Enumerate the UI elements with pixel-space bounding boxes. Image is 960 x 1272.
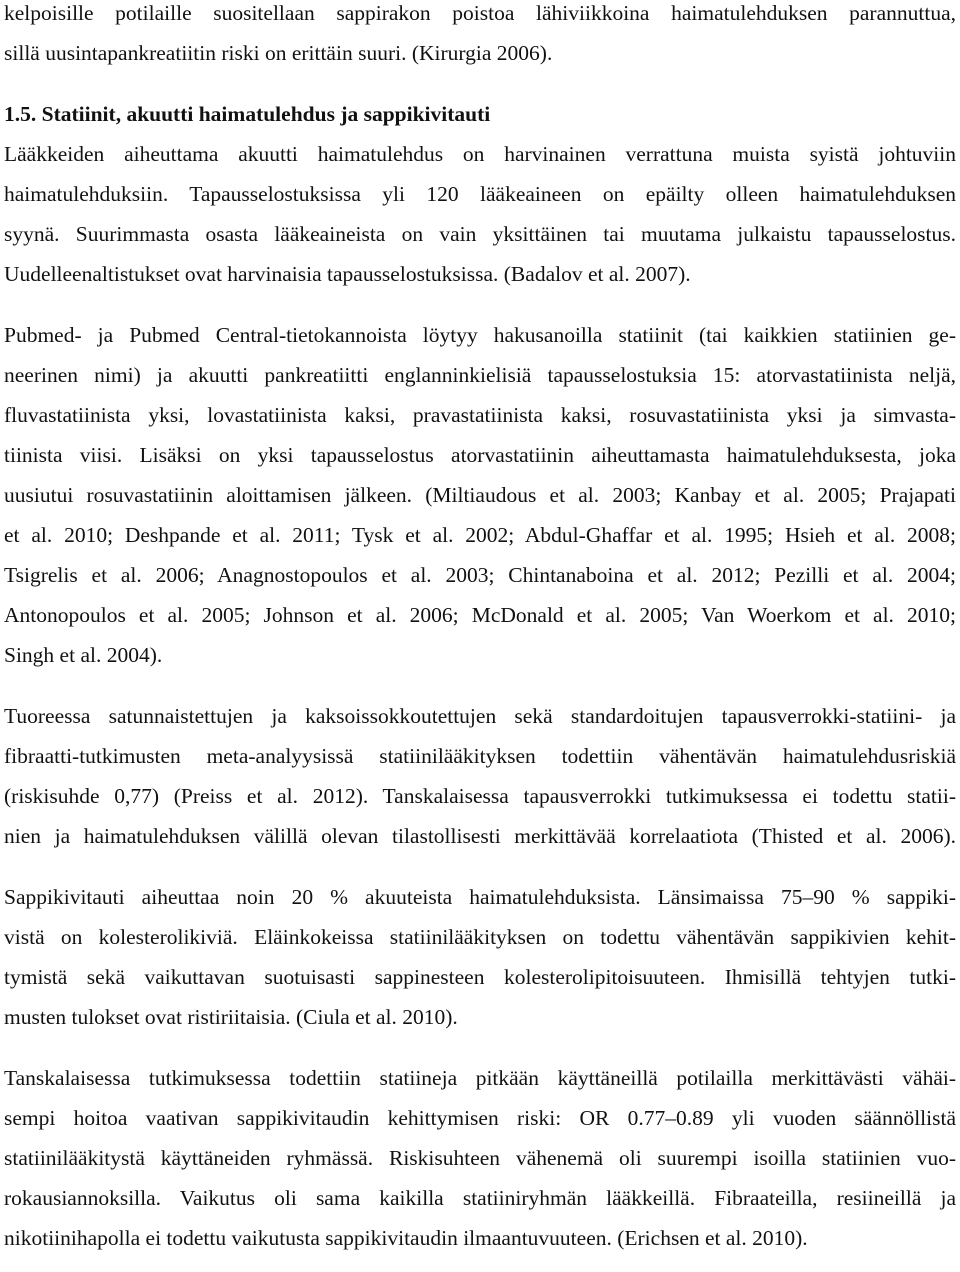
- text-line: (riskisuhde 0,77) (Preiss et al. 2012). Tanskalaisessa tapausverrokki tutkimuksessa ei todettu statii-: [4, 784, 956, 808]
- text-line: tiinista viisi. Lisäksi on yksi tapausselostus atorvastatiinin aiheuttamasta haimatulehduksesta, joka: [4, 443, 956, 467]
- text-line: haimatulehduksiin. Tapausselostuksissa yli 120 lääkeaineen on epäilty olleen haimatulehduksen: [4, 182, 956, 206]
- text-line: statiinilääkitystä käyttäneiden ryhmässä. Riskisuhteen vähenemä oli suurempi isoilla statiinien vuo-: [4, 1146, 956, 1170]
- text-line: neerinen nimi) ja akuutti pankreatiitti englanninkielisiä tapausselostuksia 15: atorvastatiinista neljä,: [4, 363, 956, 387]
- text-line: Uudelleenaltistukset ovat harvinaisia tapausselostuksissa. (Badalov et al. 2007).: [4, 262, 691, 286]
- text-line: fibraatti-tutkimusten meta-analyysissä statiinilääkityksen todettiin vähentävän haimatulehdusriskiä: [4, 744, 956, 768]
- text-line: Tanskalaisessa tutkimuksessa todettiin statiineja pitkään käyttäneillä potilailla merkittävästi vähäi-: [4, 1066, 956, 1090]
- section-heading: 1.5. Statiinit, akuutti haimatulehdus ja sappikivitauti: [4, 102, 491, 126]
- text-line: musten tulokset ovat ristiriitaisia. (Ciula et al. 2010).: [4, 1005, 458, 1029]
- text-line: Sappikivitauti aiheuttaa noin 20 % akuuteista haimatulehduksista. Länsimaissa 75–90 % sappiki-: [4, 885, 956, 909]
- text-line: nien ja haimatulehduksen välillä olevan tilastollisesti merkittävää korrelaatiota (Thisted et al. 2006).: [4, 824, 956, 848]
- text-line: Lääkkeiden aiheuttama akuutti haimatulehdus on harvinainen verrattuna muista syistä johtuviin: [4, 142, 956, 166]
- text-line: vistä on kolesterolikiviä. Eläinkokeissa statiinilääkityksen on todettu vähentävän sappikivien kehit-: [4, 925, 956, 949]
- text-line: Tuoreessa satunnaistettujen ja kaksoissokkoutettujen sekä standardoitujen tapausverrokki-statiini- ja: [4, 704, 956, 728]
- text-line: et al. 2010; Deshpande et al. 2011; Tysk et al. 2002; Abdul-Ghaffar et al. 1995; Hsieh et al. 2008;: [4, 523, 956, 547]
- text-line: sempi hoitoa vaativan sappikivitaudin kehittymisen riski: OR 0.77–0.89 yli vuoden säännöllistä: [4, 1106, 956, 1130]
- text-line: nikotiinihapolla ei todettu vaikutusta sappikivitaudin ilmaantuvuuteen. (Erichsen et al. 2010).: [4, 1226, 808, 1250]
- text-line: Pubmed- ja Pubmed Central-tietokannoista löytyy hakusanoilla statiinit (tai kaikkien statiinien ge-: [4, 323, 956, 347]
- text-line: sillä uusintapankreatiitin riski on erittäin suuri. (Kirurgia 2006).: [4, 41, 553, 65]
- text-line: Antonopoulos et al. 2005; Johnson et al. 2006; McDonald et al. 2005; Van Woerkom et al. 2010;: [4, 603, 956, 627]
- text-line: Tsigrelis et al. 2006; Anagnostopoulos et al. 2003; Chintanaboina et al. 2012; Pezilli et al. 2004;: [4, 563, 956, 587]
- text-line: rokausiannoksilla. Vaikutus oli sama kaikilla statiiniryhmän lääkkeillä. Fibraateilla, resiineillä ja: [4, 1186, 956, 1210]
- text-line: Singh et al. 2004).: [4, 643, 163, 667]
- text-line: fluvastatiinista yksi, lovastatiinista kaksi, pravastatiinista kaksi, rosuvastatiinista yksi ja simvasta-: [4, 403, 956, 427]
- text-line: uusiutui rosuvastatiinin aloittamisen jälkeen. (Miltiaudous et al. 2003; Kanbay et al. 2005; Prajapati: [4, 483, 956, 507]
- text-line: syynä. Suurimmasta osasta lääkeaineista on vain yksittäinen tai muutama julkaistu tapausselostus.: [4, 222, 956, 246]
- text-line: kelpoisille potilaille suositellaan sappirakon poistoa lähiviikkoina haimatulehduksen parannuttua,: [4, 1, 956, 25]
- text-line: tymistä sekä vaikuttavan suotuisasti sappinesteen kolesterolipitoisuuteen. Ihmisillä tehtyjen tutki-: [4, 965, 956, 989]
